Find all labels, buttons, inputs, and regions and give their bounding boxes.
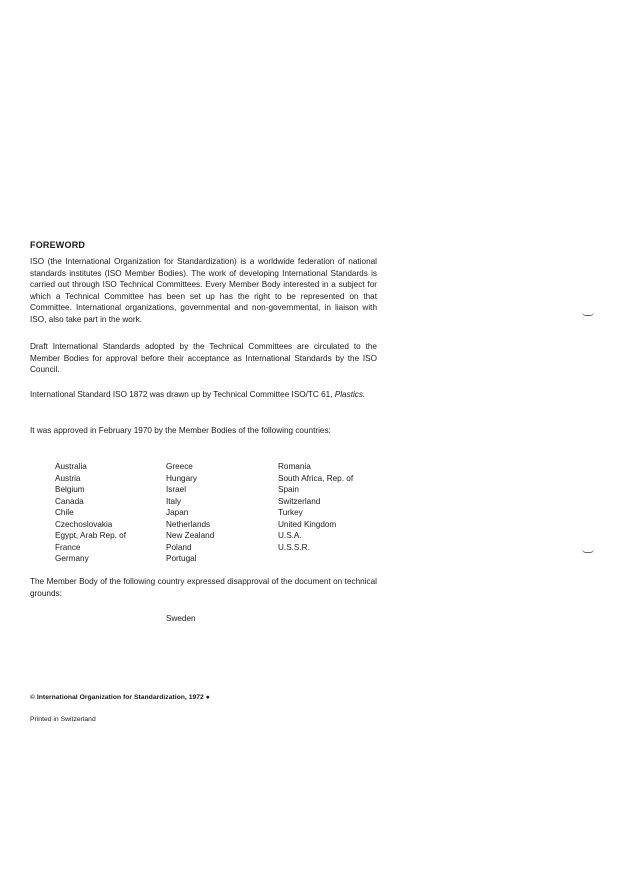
country-item: U.S.A. xyxy=(278,531,302,540)
paragraph-draft-standards: Draft International Standards adopted by the Technical Committees are circulated to the Member Bodies for approval before their acceptance as International Standards by the ISO Council. xyxy=(30,342,377,374)
country-item: U.S.S.R. xyxy=(278,542,310,552)
country-item: Netherlands xyxy=(166,519,211,529)
copyright-notice: © International Organization for Standardization, 1972 ● xyxy=(30,694,210,701)
country-item: Switzerland xyxy=(278,496,321,506)
country-item: Australia xyxy=(55,462,87,471)
country-item: Japan xyxy=(166,508,189,517)
country-item: Chile xyxy=(55,508,74,517)
countries-column-1 xyxy=(55,461,126,565)
paragraph-disapproval: The Member Body of the following country expressed disapproval of the document on technical grounds: xyxy=(30,577,377,598)
country-item: Portugal xyxy=(166,554,197,563)
printed-in-notice: Printed in Switzerland xyxy=(30,716,96,723)
country-item: Romania xyxy=(278,462,311,471)
countries-column-2 xyxy=(166,461,214,565)
scan-mark xyxy=(582,549,594,553)
foreword-heading: FOREWORD xyxy=(30,240,86,250)
paragraph-technical-committee xyxy=(30,389,377,401)
country-item: Italy xyxy=(166,496,182,506)
committee-text: International Standard ISO 1872 was drawn up by Technical Committee ISO/TC 61, xyxy=(30,390,335,399)
paragraph-iso-intro: ISO (the International Organization for Standardization) is a worldwide federation of national standards institutes (ISO Member Bodies). The work of developing International Standards is carried out through ISO Technical Committees. Every Member Body interested in a subject for which a Technical Committee has been set up has the right to be represented on that Committee. International organizations, governmental and non-governmental, in liaison with ISO, also take part in the work. xyxy=(30,257,377,324)
country-item: Greece xyxy=(166,462,193,471)
country-item: South Africa, Rep. of xyxy=(278,473,354,483)
country-item: New Zealand xyxy=(166,531,215,540)
country-item: Canada xyxy=(55,496,84,506)
committee-name: Plastics. xyxy=(334,390,366,399)
country-item: Turkey xyxy=(278,508,303,517)
country-item: Poland xyxy=(166,542,192,552)
country-item: Belgium xyxy=(55,485,85,494)
country-item: France xyxy=(55,542,81,552)
country-item: United Kingdom xyxy=(278,519,337,529)
country-item: Hungary xyxy=(166,473,197,483)
countries-column-3 xyxy=(278,461,353,553)
scan-mark xyxy=(582,312,594,316)
country-item: Czechoslovakia xyxy=(55,519,113,529)
country-item: Spain xyxy=(278,485,299,494)
country-item: Egypt, Arab Rep. of xyxy=(55,531,127,540)
country-item: Austria xyxy=(55,473,81,483)
disapproval-country: Sweden xyxy=(166,614,196,623)
country-item: Germany xyxy=(55,554,89,563)
paragraph-approval: It was approved in February 1970 by the Member Bodies of the following countries: xyxy=(30,426,331,435)
country-item: Israel xyxy=(166,485,187,494)
